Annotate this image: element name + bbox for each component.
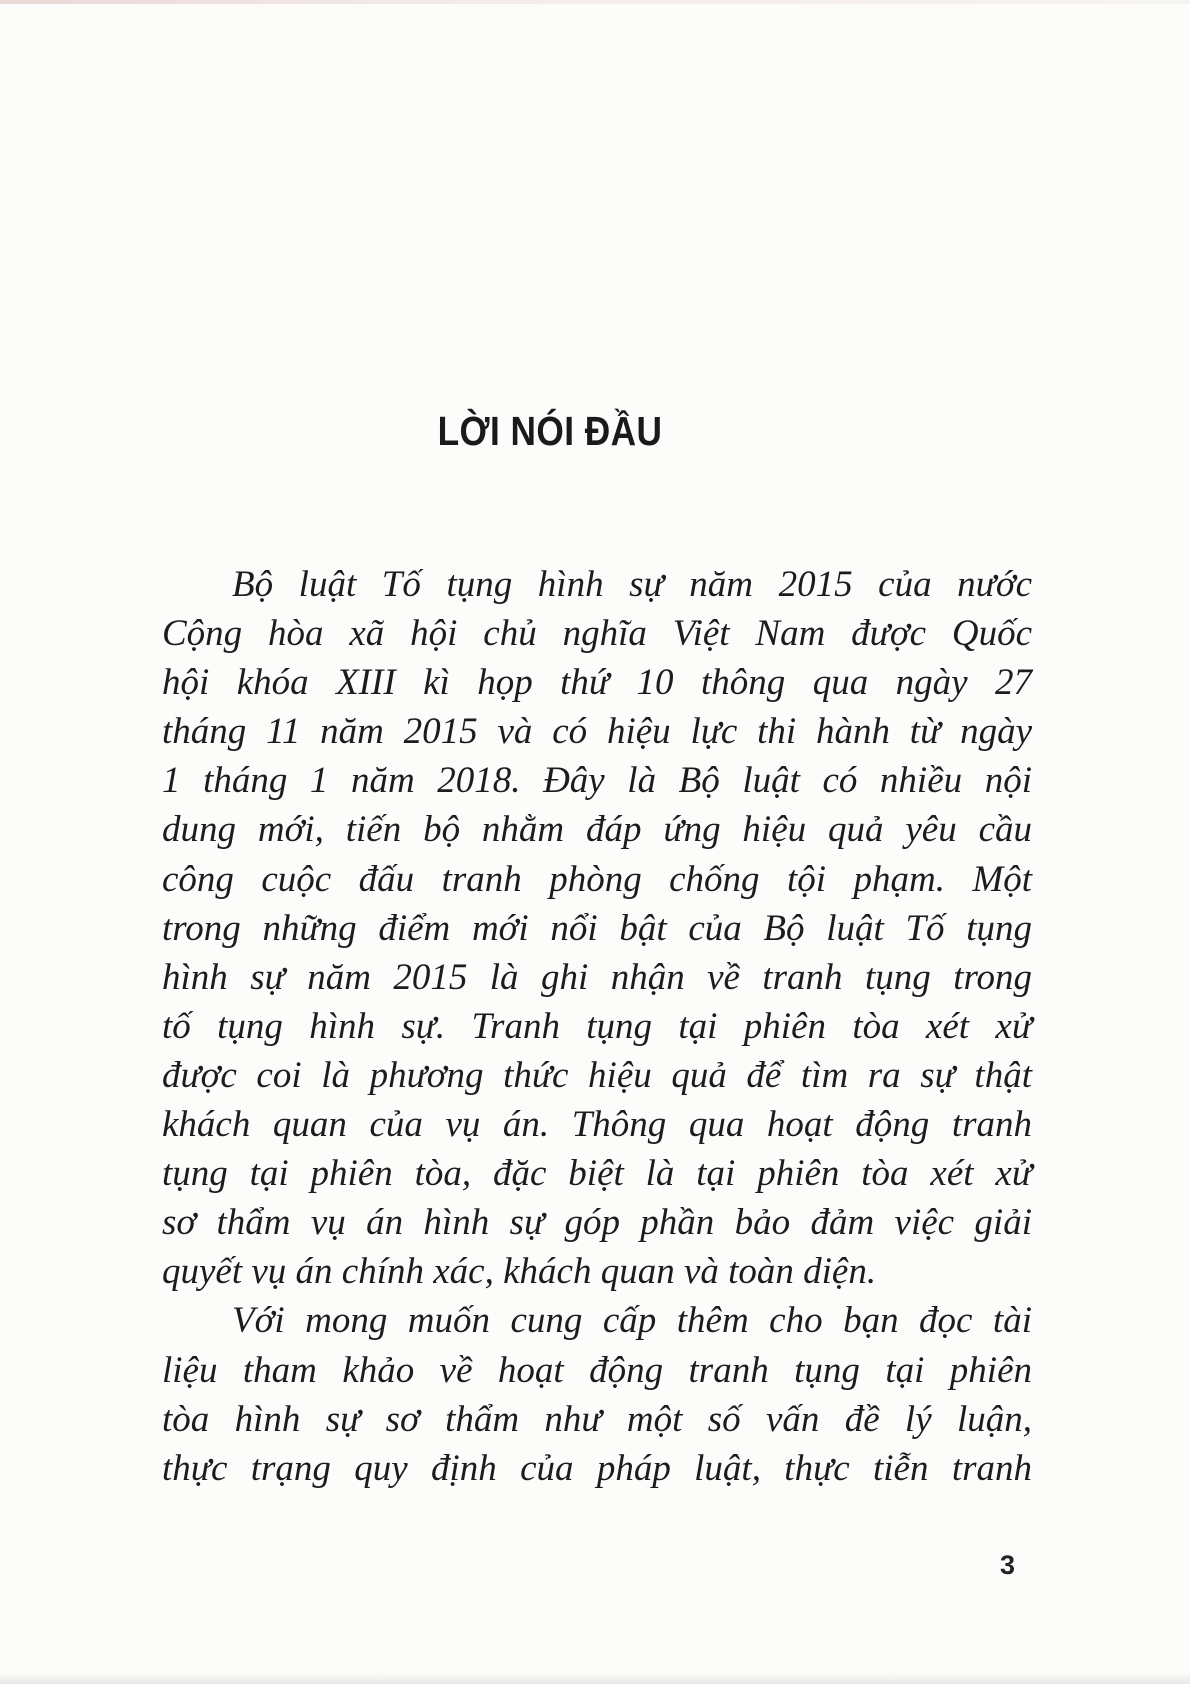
text-line: công cuộc đấu tranh phòng chống tội phạm. Một: [162, 858, 1032, 900]
text-line: quyết vụ án chính xác, khách quan và toàn diện.: [162, 1251, 877, 1293]
body-text: [162, 560, 1032, 1493]
text-line: dung mới, tiến bộ nhằm đáp ứng hiệu quả yêu cầu: [162, 809, 1032, 851]
text-line: Cộng hòa xã hội chủ nghĩa Việt Nam được Quốc: [162, 613, 1032, 655]
text-line: liệu tham khảo về hoạt động tranh tụng tại phiên: [162, 1349, 1032, 1391]
text-line: Bộ luật Tố tụng hình sự năm 2015 của nước: [232, 564, 1032, 605]
page-bottom-edge: [0, 1672, 1190, 1684]
page-number: 3: [1000, 1550, 1016, 1580]
text-line: thực trạng quy định của pháp luật, thực tiễn tranh: [162, 1447, 1032, 1489]
text-line: trong những điểm mới nổi bật của Bộ luật Tố tụng: [162, 907, 1032, 949]
text-line: 1 tháng 1 năm 2018. Đây là Bộ luật có nhiều nội: [162, 760, 1032, 802]
text-line: hình sự năm 2015 là ghi nhận về tranh tụng trong: [162, 956, 1032, 998]
text-line: tháng 11 năm 2015 và có hiệu lực thi hành từ ngày: [162, 711, 1032, 753]
page-top-edge: [0, 0, 1190, 4]
text-line: tụng tại phiên tòa, đặc biệt là tại phiên tòa xét xử: [162, 1153, 1032, 1195]
text-line: tố tụng hình sự. Tranh tụng tại phiên tòa xét xử: [162, 1005, 1032, 1047]
text-line: sơ thẩm vụ án hình sự góp phần bảo đảm việc giải: [162, 1202, 1032, 1244]
page-heading: LỜI NÓI ĐẦU: [437, 408, 663, 454]
text-line: tòa hình sự sơ thẩm như một số vấn đề lý luận,: [162, 1398, 1032, 1440]
text-line: khách quan của vụ án. Thông qua hoạt động tranh: [162, 1104, 1032, 1146]
text-line: hội khóa XIII kì họp thứ 10 thông qua ngày 27: [162, 662, 1032, 704]
text-line: được coi là phương thức hiệu quả để tìm ra sự thật: [162, 1054, 1032, 1096]
text-line: Với mong muốn cung cấp thêm cho bạn đọc tài: [232, 1300, 1032, 1342]
